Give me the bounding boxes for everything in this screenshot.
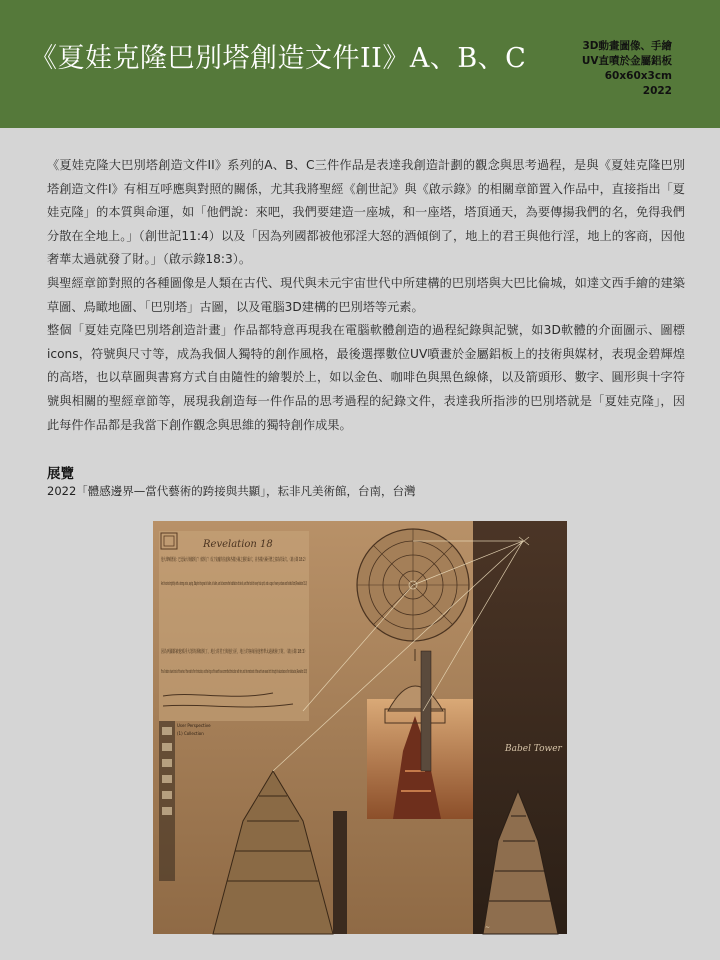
- verse-18-3-en: For all nations have drunk of the wine of the wrath of her fornication, and the kings of the earth have committed fornication with her, and the merchants of the earth are waxed rich through the abundance of her delicacies.(Revelation 18:3): [161, 669, 308, 675]
- artwork-meta: [582, 39, 672, 99]
- ui-label-collection: (1) Collection: [177, 731, 204, 736]
- artwork-image: [153, 521, 567, 934]
- exhibition-heading: 展覽: [47, 466, 74, 482]
- statement-paragraph-3: 整個「夏娃克隆巴別塔創造計畫」作品都特意再現我在電腦軟體創造的過程紀錄與記號，如3D軟體的介面圖示、圖標icons，符號與尺寸等，成為我個人獨特的創作風格，最後選擇數位UV噴畫於金屬鋁板上的技術與媒材，表現金碧輝煌的高塔，也以草圖與書寫方式自由隨性的繪製於上，如以金色、咖啡色與黑色線條，以及箭頭形、數字、圓形與十字符號與相關的聖經章節等，展現我創造每一件作品的思考過程的紀錄文件，表達我所指涉的巴別塔就是「夏娃克隆」，因此每件作品都是我當下創作觀念與思維的獨特創作成果。: [47, 323, 685, 432]
- verse-18-2-zh: [161, 556, 307, 563]
- exhibition-item: 2022「體感邊界—當代藝術的跨接與共顯」，耘非凡美術館，台南，台灣: [47, 484, 416, 498]
- statement-paragraph-2: 與聖經章節對照的各種圖像是人類在古代、現代與未元宇宙世代中所建構的巴別塔與大巴比倫城，如達文西手繪的建築草圖、鳥瞰地圖、「巴別塔」古圖，以及電腦3D建構的巴別塔等元素。: [47, 275, 685, 314]
- meta-material: UV直噴於金屬鋁板: [581, 55, 672, 67]
- artist-signature: ~: [485, 924, 491, 931]
- verse-heading: Revelation 18: [203, 539, 273, 550]
- verse-panel: [159, 531, 412, 721]
- verse-18-3-zh: 因為列國都被他邪淫大怒的酒傾倒了，地上的君王與他行淫，地上的客商因他奢華太過就發了財。（啟示錄 18:3）: [161, 649, 412, 655]
- verse-18-2-en: And he cried mightily with a strong voice, saying, Babylon the great is fallen, is fallen, and is become the habitation of devils, and the hold of every foul spirit, and a cage of every unclean and hateful bird.(Revelation 18:2): [161, 581, 308, 587]
- ui-label-perspective: User Perspective: [177, 723, 211, 728]
- painted-tower-image: [367, 699, 473, 819]
- statement-paragraph-1: 《夏娃克隆大巴別塔創造文件II》系列的A、B、C三件作品是表達我創造計劃的觀念與思考過程，是與《夏娃克隆巴別塔創造文件I》有相互呼應與對照的關係，尤其我將聖經《創世記》與《啟示錄》的相關章節置入作品中，直接指出「夏娃克隆」的本質與命運，如「他們說：來吧，我們要建造一座城，和一座塔，塔頂通天，為要傳揚我們的名，免得我們分散在全地上。」（創世記11:4）以及「因為列國都被他邪淫大怒的酒傾倒了，地上的君王與他行淫，地上的客商，因他奢華太過就發了財。」（啟示錄18:3）。: [47, 158, 685, 267]
- meta-medium: 3D動畫圖像、手繪: [582, 40, 672, 52]
- meta-size: 60x60x3cm: [604, 70, 672, 82]
- babel-sketch-label: Babel Tower: [505, 744, 562, 754]
- artist-statement: [47, 154, 685, 437]
- header-bar: [0, 0, 720, 128]
- meta-year: 2022: [642, 85, 672, 97]
- page-title: 《夏娃克隆巴別塔創造文件II》A、B、C: [30, 43, 527, 74]
